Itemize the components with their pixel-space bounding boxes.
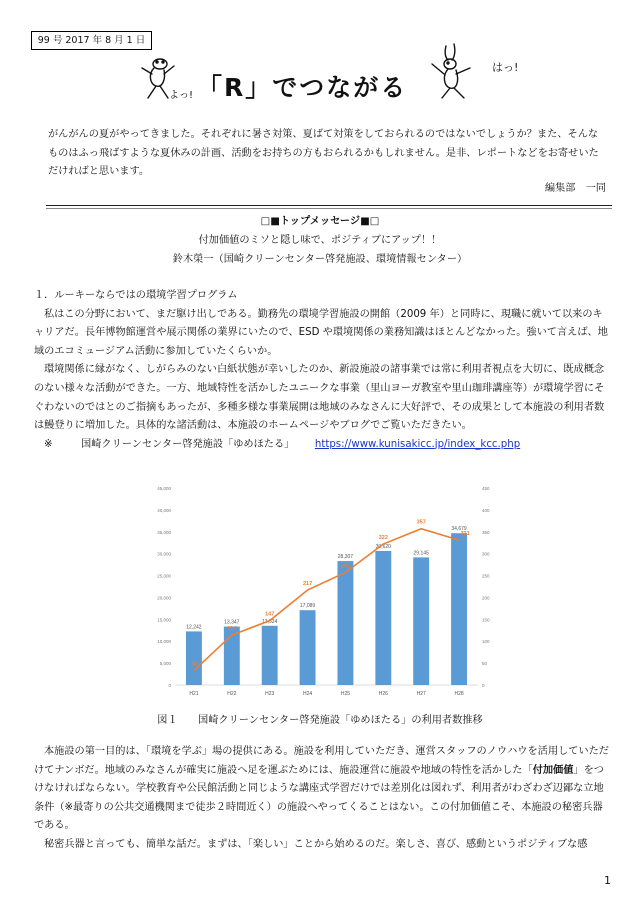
issue-date-box: 99 号 2017 年 8 月 1 日 (31, 31, 152, 50)
bar-value-label: 29,145 (413, 550, 429, 557)
bar (300, 610, 316, 685)
heading-1: １．ルーキーならではの環境学習プログラム (34, 290, 238, 301)
right-axis-tick-label: 250 (482, 573, 490, 579)
bar (413, 557, 429, 685)
bar-value-label: 28,307 (337, 554, 354, 561)
right-axis-tick-label: 450 (482, 486, 490, 491)
x-axis-tick-label: H21 (189, 691, 199, 697)
reference-line (34, 436, 610, 455)
exclaim-right: はっ! (492, 61, 519, 74)
rabbit-illustration (424, 42, 484, 100)
line-value-label: 114 (227, 626, 237, 633)
right-axis-tick-label: 100 (482, 639, 490, 645)
right-axis-tick-label: 50 (482, 661, 488, 667)
left-axis-tick-label: 35,000 (157, 529, 171, 535)
paragraph-3-bold: 付加価値 (532, 764, 574, 776)
visitor-chart (145, 480, 500, 705)
right-axis-tick-label: 300 (482, 551, 490, 557)
left-axis-tick-label: 20,000 (157, 595, 171, 601)
article-body-top (34, 287, 610, 454)
left-axis-tick-label: 5,000 (159, 661, 171, 667)
line-value-label: 322 (378, 535, 388, 542)
reference-url-link[interactable]: https://www.kunisakicc.jp/index_kcc.php (314, 438, 521, 450)
paragraph-3-part-a: 本施設の第一目的は、「環境を学ぶ」場の提供にある。施設を利用していただき、運営スタッフのノウハウを活用していただけてナンボだ。地域のみなさんが確実に施設へ足を運ぶためには、施設運営に施設や地域の特性を活かした「 (34, 746, 609, 776)
paragraph-4: 秘密兵器と言っても、簡単な話だ。まずは、「楽しい」ことから始めるのだ。楽しさ、喜び、感動というポジティブな感 (44, 838, 588, 850)
x-axis-tick-label: H26 (378, 691, 388, 697)
left-axis-tick-label: 45,000 (157, 486, 171, 491)
right-axis-tick-label: 400 (482, 507, 490, 513)
right-axis-tick-label: 350 (482, 529, 490, 535)
page-number: 1 (604, 874, 611, 887)
bar-value-label: 13,524 (262, 618, 278, 625)
right-axis-tick-label: 200 (482, 595, 490, 601)
bar (337, 561, 353, 685)
newsletter-title: 「R」でつながる (197, 73, 408, 102)
bar (451, 531, 470, 685)
x-axis-tick-label: H28 (454, 691, 464, 697)
line-value-label: 357 (416, 519, 426, 526)
article-subtitle: 付加価値のミソと隠し味で、ポジティブにアップ！！ (198, 235, 442, 246)
bar-value-label: 34,679 (451, 526, 467, 533)
divider-line-shadow (46, 208, 612, 209)
line-value-label: 147 (265, 611, 275, 618)
x-axis-tick-label: H24 (302, 691, 313, 697)
bar (262, 626, 278, 685)
paragraph-1: 私はこの分野において、まだ駆け出しである。勤務先の環境学習施設の開館（2009 年）と同時に、現職に就いて以来のキャリアだ。長年博物館運営や展示関係の業界にいたので、ESD や環境関係の業務知識はほとんどなかった。強いて言えば、地域のエコミュージアム活動に参加していたくらいか。 (34, 308, 608, 357)
exclaim-left: よっ! (169, 90, 194, 101)
bar (186, 631, 202, 685)
paragraph-3-part-b: 」をつけなければならない。学校教育や公民館活動と同じような講座式学習だけでは差別化は図れず、利用者がわざわざ辺鄙な立地条件（※最寄りの公共交通機関まで徒歩２時間近く）の施設へやってくることはない。この付加価値こそ、本施設の秘密兵器である。 (34, 764, 604, 832)
line-value-label: 257 (340, 563, 351, 570)
intro-text: がんがんの夏がやってきました。それぞれに暑さ対策、夏ばて対策をしておられるのではないでしょうか？また、そんなものはふっ飛ばすような夏休みの計画、活動をお持ちの方もおられるかもしれません。是非、レポートなどをお寄せいただければと思います。 (48, 129, 599, 177)
bar-value-label: 13,347 (224, 619, 240, 626)
x-axis-tick-label: H23 (265, 691, 275, 697)
section-title: □■トップメッセージ■□ (260, 216, 380, 227)
x-axis-tick-label: H27 (416, 691, 426, 697)
left-axis-tick-label: 40,000 (157, 507, 171, 513)
right-axis-tick-label: 150 (482, 617, 490, 623)
article-body-bottom (34, 743, 610, 855)
bar-value-label: 12,242 (186, 624, 202, 631)
bar-value-label: 17,089 (299, 603, 316, 610)
figure-caption: 図１ 国崎クリーンセンター啓発施設「ゆめほたる」の利用者数推移 (157, 715, 483, 726)
x-axis-tick-label: H22 (227, 691, 237, 697)
bar-value-label: 30,620 (375, 543, 391, 550)
right-axis-tick-label: 0 (482, 683, 485, 688)
line-value-label: 33 (190, 661, 197, 668)
left-axis-tick-label: 10,000 (157, 639, 171, 645)
divider-line (46, 205, 612, 206)
bar (375, 551, 391, 685)
line-value-label: 331 (460, 531, 470, 538)
left-axis-tick-label: 0 (168, 683, 171, 688)
reference-mark: ※ (44, 438, 53, 450)
reference-name: 国崎クリーンセンター啓発施設「ゆめほたる」 (81, 438, 295, 450)
paragraph-3 (34, 743, 610, 836)
article-author: 鈴木榮一（国崎クリーンセンター啓発施設、環境情報センター） (172, 254, 468, 265)
left-axis-tick-label: 30,000 (157, 551, 171, 557)
paragraph-2: 環境関係に縁がなく、しがらみのない白紙状態が幸いしたのか、新設施設の諸事業では常に利用者視点を大切に、既成概念のない様々な活動ができた。一方、地域特性を活かしたユニークな事業（里山ヨーガ教室や里山珈琲講座等）が環境学習にそぐわないのではとのご指摘もあったが、多種多様な事業展開は地域のみなさんに大好評で、その成果として本施設の利用者数は鰻登りに増加した。具体的な諸活動は、本施設のホームページやブログでご覧いただきたい。 (34, 364, 605, 432)
line-value-label: 217 (302, 581, 313, 588)
left-axis-tick-label: 25,000 (157, 573, 171, 579)
editor-signature: 編集部 一同 (544, 183, 606, 194)
left-axis-tick-label: 15,000 (157, 617, 171, 623)
x-axis-tick-label: H25 (340, 691, 351, 697)
